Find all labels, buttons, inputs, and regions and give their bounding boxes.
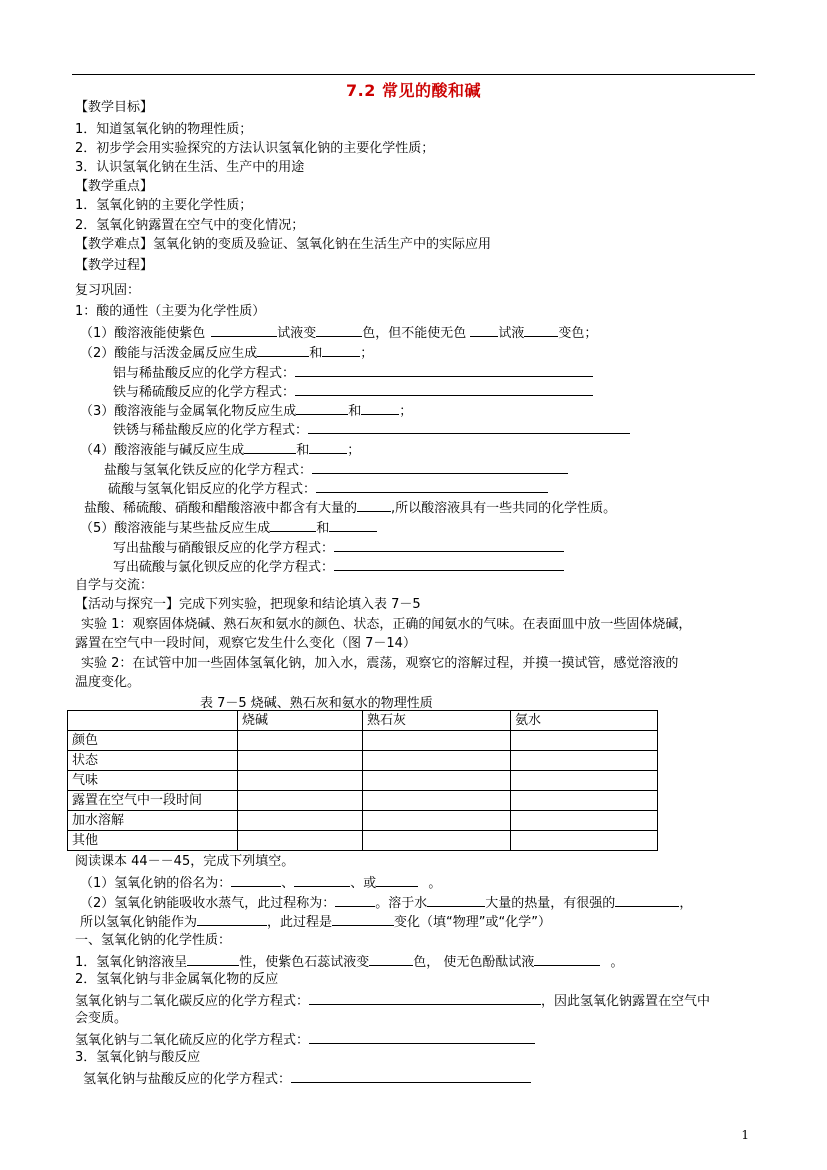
blank[interactable] (231, 873, 281, 887)
table-cell[interactable] (511, 731, 658, 751)
blank[interactable] (295, 363, 593, 377)
text: 变色； (558, 326, 598, 341)
blank[interactable] (369, 952, 413, 966)
goal-item: 3．认识氢氧化钠在生活、生产中的用途 (75, 160, 305, 175)
review-line-5 (80, 401, 412, 420)
blank[interactable] (312, 460, 568, 474)
blank[interactable] (357, 498, 391, 512)
process-header: 【教学过程】 (75, 258, 154, 273)
exp2-line-1: 实验 2：在试管中加一些固体氢氧化钠，加入水，震荡，观察它的溶解过程，并摸一摸试管，感觉溶液的 (81, 656, 679, 671)
table-cell[interactable] (363, 751, 511, 771)
chem-line-7 (83, 1069, 531, 1088)
blank[interactable] (524, 323, 558, 337)
review-line-4 (113, 382, 593, 401)
table-cell[interactable] (238, 811, 363, 831)
text: （1）氢氧化钠的俗名为： (80, 876, 232, 891)
blank[interactable] (332, 912, 394, 926)
text: 变化（填“物理”或“化学”） (394, 915, 551, 930)
review-line-12 (113, 538, 564, 557)
blank[interactable] (361, 401, 399, 415)
page-number: 1 (741, 1128, 749, 1142)
blank[interactable] (322, 343, 360, 357)
blank[interactable] (309, 440, 347, 454)
text: 氢氧化钠与二氧化硫反应的化学方程式： (75, 1033, 310, 1048)
blank[interactable] (316, 479, 548, 493)
table-cell[interactable] (511, 751, 658, 771)
review-line-1 (80, 323, 597, 342)
review-line-7 (80, 440, 360, 459)
text: ,所以酸溶液具有一些共同的化学性质。 (391, 501, 617, 516)
table-cell[interactable] (238, 731, 363, 751)
table-cell[interactable] (511, 831, 658, 851)
text: 铝与稀盐酸反应的化学方程式： (113, 366, 296, 381)
text: 试液 (498, 326, 525, 341)
table-cell[interactable] (511, 791, 658, 811)
header-rule (72, 74, 755, 75)
row-label: 颜色 (68, 731, 238, 751)
table-header-row (68, 711, 658, 731)
table-cell[interactable] (511, 811, 658, 831)
table-caption: 表 7－5 烧碱、熟石灰和氨水的物理性质 (200, 696, 433, 711)
blank[interactable] (294, 873, 350, 887)
table-header-cell (68, 711, 238, 731)
text: 写出盐酸与硝酸银反应的化学方程式： (113, 541, 335, 556)
table-cell[interactable] (238, 751, 363, 771)
page-title: 7.2 常见的酸和碱 (346, 81, 481, 100)
text: 。 (428, 876, 442, 891)
review-line-10 (84, 498, 616, 517)
text: 。 (610, 955, 624, 970)
blank[interactable] (316, 323, 362, 337)
chem-line-1 (75, 952, 623, 971)
text: （1）酸溶液能使紫色 (80, 326, 206, 341)
keypoint-item: 2．氢氧化钠露置在空气中的变化情况； (75, 218, 305, 233)
blank[interactable] (309, 1030, 535, 1044)
table-cell[interactable] (363, 791, 511, 811)
row-label: 其他 (68, 831, 238, 851)
difficulty-line: 【教学难点】氢氧化钠的变质及验证、氢氧化钠在生活生产中的实际应用 (75, 237, 492, 252)
review-line-8 (104, 460, 568, 479)
table-row (68, 811, 658, 831)
blank[interactable] (427, 893, 485, 907)
reading-intro: 阅读课本 44－－45，完成下列填空。 (75, 854, 295, 869)
reading-q3 (80, 912, 551, 931)
text: 1．氢氧化钠溶液呈 (75, 955, 188, 970)
table-cell[interactable] (363, 731, 511, 751)
review-line-3 (113, 363, 593, 382)
chem-line-5 (75, 1030, 535, 1049)
review-header: 复习巩固： (75, 283, 141, 298)
text: ，此过程是 (267, 915, 333, 930)
row-label: 状态 (68, 751, 238, 771)
table-row (68, 751, 658, 771)
table-cell[interactable] (363, 771, 511, 791)
text: （2）酸能与活泼金属反应生成 (80, 346, 258, 361)
text: （3）酸溶液能与金属氧化物反应生成 (80, 404, 297, 419)
text: 试液变 (277, 326, 317, 341)
text: 铁锈与稀盐酸反应的化学方程式： (113, 423, 309, 438)
blank[interactable] (334, 538, 564, 552)
blank[interactable] (296, 401, 348, 415)
blank[interactable] (270, 518, 316, 532)
table-cell[interactable] (238, 831, 363, 851)
text: 写出硫酸与氯化钡反应的化学方程式： (113, 560, 335, 575)
text: ； (347, 443, 361, 458)
text: ； (360, 346, 374, 361)
text: 硫酸与氢氧化铝反应的化学方程式： (108, 482, 317, 497)
chem-header: 一、氢氧化钠的化学性质： (75, 933, 232, 948)
text: 和 (316, 521, 330, 536)
blank[interactable] (615, 893, 679, 907)
text: ，因此氢氧化钠露置在空气中 (541, 994, 711, 1009)
goal-item: 1．知道氢氧化钠的物理性质； (75, 122, 253, 137)
blank[interactable] (308, 420, 630, 434)
goals-header: 【教学目标】 (75, 100, 154, 115)
blank[interactable] (291, 1069, 531, 1083)
keypoints-header: 【教学重点】 (75, 179, 154, 194)
table-cell[interactable] (238, 771, 363, 791)
review-p1: 1：酸的通性（主要为化学性质） (75, 304, 266, 319)
blank[interactable] (197, 912, 267, 926)
row-label: 加水溶解 (68, 811, 238, 831)
exp1-line-2: 露置在空气中一段时间，观察它发生什么变化（图 7－14） (75, 636, 416, 651)
reading-q2 (80, 893, 692, 912)
blank[interactable] (309, 991, 541, 1005)
table-header-cell: 熟石灰 (363, 711, 511, 731)
review-line-11 (80, 518, 377, 537)
table-header-cell: 烧碱 (238, 711, 363, 731)
review-line-13 (113, 557, 564, 576)
text: 所以氢氧化钠能作为 (80, 915, 198, 930)
table-cell[interactable] (511, 771, 658, 791)
row-label: 露置在空气中一段时间 (68, 791, 238, 811)
text: 、 (281, 876, 295, 891)
table-row (68, 831, 658, 851)
blank[interactable] (334, 557, 564, 571)
blank[interactable] (376, 873, 418, 887)
text: 、或 (350, 876, 377, 891)
text: 铁与稀硫酸反应的化学方程式： (113, 385, 296, 400)
activity-line: 【活动与探究一】完成下列实验，把现象和结论填入表 7－5 (75, 597, 421, 612)
text: 。溶于水 (375, 896, 428, 911)
review-line-2 (80, 343, 373, 362)
chem-line-3 (75, 991, 710, 1010)
blank[interactable] (244, 440, 296, 454)
review-line-6 (113, 420, 630, 439)
exp1-line-1: 实验 1：观察固体烧碱、熟石灰和氨水的颜色、状态，正确的闻氨水的气味。在表面皿中放一些固体烧碱， (81, 617, 692, 632)
blank[interactable] (295, 382, 593, 396)
table-cell[interactable] (238, 791, 363, 811)
chem-line-4: 会变质。 (75, 1011, 128, 1026)
blank[interactable] (534, 952, 600, 966)
text: ， (679, 896, 693, 911)
text: （2）氢氧化钠能吸收水蒸气，此过程称为： (80, 896, 336, 911)
text: 盐酸与氢氧化铁反应的化学方程式： (104, 463, 313, 478)
text: 性，使紫色石蕊试液变 (239, 955, 370, 970)
blank[interactable] (187, 952, 239, 966)
row-label: 气味 (68, 771, 238, 791)
text: 大量的热量，有很强的 (485, 896, 616, 911)
goal-item: 2．初步学会用实验探究的方法认识氢氧化钠的主要化学性质； (75, 141, 435, 156)
text: 色，但不能使无色 (362, 326, 467, 341)
text: 和 (309, 346, 323, 361)
table-row (68, 731, 658, 751)
text: 氢氧化钠与盐酸反应的化学方程式： (83, 1072, 292, 1087)
blank[interactable] (329, 518, 377, 532)
text: 色， 使无色酚酞试液 (413, 955, 535, 970)
text: 盐酸、稀硫酸、硝酸和醋酸溶液中都含有大量的 (84, 501, 358, 516)
text: 氢氧化钠与二氧化碳反应的化学方程式： (75, 994, 310, 1009)
reading-q1 (80, 873, 441, 892)
exp2-line-2: 温度变化。 (75, 675, 141, 690)
keypoint-item: 1．氢氧化钠的主要化学性质； (75, 198, 253, 213)
table-cell[interactable] (363, 811, 511, 831)
text: （5）酸溶液能与某些盐反应生成 (80, 521, 271, 536)
table-header-cell: 氨水 (511, 711, 658, 731)
text: 和 (348, 404, 362, 419)
properties-table (67, 710, 658, 851)
chem-line-6: 3．氢氧化钠与酸反应 (75, 1050, 201, 1065)
text: （4）酸溶液能与碱反应生成 (80, 443, 245, 458)
blank[interactable] (470, 323, 498, 337)
self-study-header: 自学与交流： (75, 578, 154, 593)
table-row (68, 791, 658, 811)
table-row (68, 771, 658, 791)
text: ； (399, 404, 413, 419)
review-line-9 (108, 479, 548, 498)
table-cell[interactable] (363, 831, 511, 851)
blank[interactable] (211, 323, 277, 337)
chem-line-2: 2．氢氧化钠与非金属氧化物的反应 (75, 972, 279, 987)
text: 和 (296, 443, 310, 458)
blank[interactable] (335, 893, 375, 907)
blank[interactable] (257, 343, 309, 357)
